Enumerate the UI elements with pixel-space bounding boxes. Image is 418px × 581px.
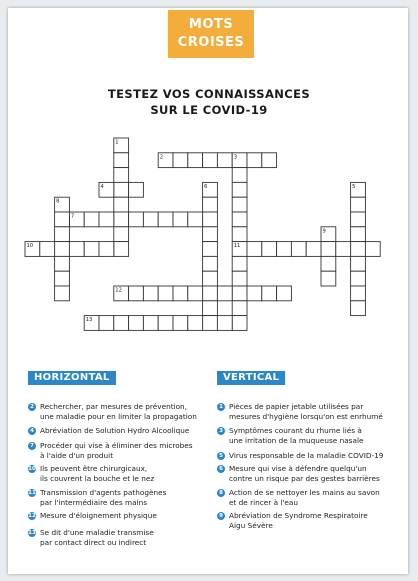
clue-number-badge: 9 [217,512,225,520]
clue-number-label: 13 [85,317,93,324]
clue-text: Mesure d'éloignement physique [40,511,157,520]
clue-number-badge: 4 [28,427,36,435]
clue-number-badge: 11 [28,490,36,496]
grid-cell[interactable] [188,286,203,301]
grid-cell[interactable] [351,227,366,242]
horizontal-heading: HORIZONTAL [28,371,116,385]
grid-cell[interactable] [291,242,306,257]
grid-cell[interactable] [173,212,188,227]
grid-cell[interactable] [217,286,232,301]
grid-cell[interactable] [351,271,366,286]
clue-number-badge: 10 [28,466,36,472]
clue-text: Pièces de papier jetable utilisées par mesures d'hygiène lorsqu'on est enrhumé [229,402,383,421]
grid-cell[interactable] [114,227,129,242]
clue-number-label: 4 [100,183,104,190]
clue-text: Abréviation de Solution Hydro Alcoolique [40,426,190,435]
grid-cell[interactable] [84,212,99,227]
grid-cell[interactable] [247,242,262,257]
clue-text: Virus responsable de la maladie COVID-19 [229,451,384,460]
grid-cell[interactable] [99,242,114,257]
grid-cell[interactable] [188,316,203,331]
grid-cell[interactable] [262,286,277,301]
grid-cell[interactable] [55,242,70,257]
grid-cell[interactable] [262,153,277,168]
clue-number-label: 6 [204,183,208,190]
vertical-heading: VERTICAL [217,371,285,385]
grid-cell[interactable] [173,316,188,331]
grid-cell[interactable] [203,316,218,331]
grid-cell[interactable] [321,242,336,257]
grid-cell[interactable] [232,168,247,183]
grid-cell[interactable] [129,212,144,227]
clue-number-badge: 5 [217,452,225,460]
clue-text: Rechercher, par mesures de prévention, une maladie pour en limiter la propagation [40,402,197,421]
clue-text: Action de se nettoyer les mains au savon et de rincer à l'eau [229,488,380,507]
grid-cell[interactable] [203,256,218,271]
clue-number-badge: 12 [28,513,36,519]
grid-cell[interactable] [40,242,55,257]
grid-cell[interactable] [114,182,129,197]
grid-cell[interactable] [262,242,277,257]
grid-cell[interactable] [351,286,366,301]
grid-cell[interactable] [158,316,173,331]
clue-number-badge: 7 [28,442,36,450]
grid-cell[interactable] [55,256,70,271]
grid-cell[interactable] [203,153,218,168]
grid-cell[interactable] [143,316,158,331]
grid-cell[interactable] [114,212,129,227]
grid-cell[interactable] [277,286,292,301]
grid-cell[interactable] [55,286,70,301]
grid-cell[interactable] [351,197,366,212]
clue-number-badge: 13 [28,530,36,536]
grid-cell[interactable] [217,153,232,168]
grid-cell[interactable] [55,227,70,242]
grid-cell[interactable] [55,271,70,286]
grid-cell[interactable] [143,212,158,227]
grid-cell[interactable] [114,168,129,183]
grid-cell[interactable] [203,286,218,301]
clue-number-label: 5 [352,183,356,190]
clue-number-label: 2 [159,154,164,161]
clue-number-badge: 8 [217,489,225,497]
grid-cell[interactable] [351,212,366,227]
grid-cell[interactable] [114,153,129,168]
page-title-line-2: SUR LE COVID-19 [150,103,268,117]
grid-cell[interactable] [158,212,173,227]
clue-number-label: 1 [115,139,119,146]
grid-cell[interactable] [306,242,321,257]
clue-text: Transmission d'agents pathogènes par l'intermédiaire des mains [40,488,167,507]
grid-cell[interactable] [321,271,336,286]
grid-cell[interactable] [173,286,188,301]
clue-number-badge: 1 [217,403,225,411]
grid-cell[interactable] [351,301,366,316]
grid-cell[interactable] [277,242,292,257]
grid-cell[interactable] [232,271,247,286]
grid-cell[interactable] [55,212,70,227]
grid-cell[interactable] [203,197,218,212]
grid-cell[interactable] [351,256,366,271]
grid-cell[interactable] [203,271,218,286]
grid-cell[interactable] [129,286,144,301]
grid-cell[interactable] [188,212,203,227]
grid-cell[interactable] [99,212,114,227]
grid-cell[interactable] [129,316,144,331]
grid-cell[interactable] [232,227,247,242]
grid-cell[interactable] [203,242,218,257]
grid-cell[interactable] [173,153,188,168]
clue-number-badge: 2 [28,403,36,411]
grid-cell[interactable] [114,197,129,212]
grid-cell[interactable] [351,242,366,257]
grid-cell[interactable] [232,286,247,301]
grid-cell[interactable] [114,316,129,331]
clue-text: Mesure qui vise à défendre quelqu'un contre un risque par des gestes barrières [229,464,380,483]
clue-number-label: 11 [233,243,241,250]
grid-cell[interactable] [129,182,144,197]
grid-cell[interactable] [143,286,158,301]
grid-cell[interactable] [158,286,173,301]
grid-cell[interactable] [217,316,232,331]
grid-cell[interactable] [84,242,99,257]
grid-cell[interactable] [203,212,218,227]
clue-number-label: 9 [322,228,326,235]
grid-cell[interactable] [232,212,247,227]
clue-number-label: 7 [70,213,75,220]
page-title-line-1: TESTEZ VOS CONNAISSANCES [107,87,311,101]
clue-number-label: 8 [56,198,60,205]
clue-number-badge: 3 [217,427,225,435]
grid-cell[interactable] [232,301,247,316]
badge-line-2: CROISES [177,35,245,50]
grid-cell[interactable] [232,256,247,271]
grid-cell[interactable] [232,182,247,197]
clue-number-badge: 6 [217,465,225,473]
grid-cell[interactable] [247,153,262,168]
grid-cell[interactable] [321,256,336,271]
clue-text: Abréviation de Syndrome Respiratoire Aigu Sévère [229,511,368,530]
clue-number-label: 12 [115,287,122,294]
grid-cell[interactable] [114,242,129,257]
grid-cell[interactable] [203,301,218,316]
clue-number-label: 3 [233,154,238,161]
grid-cell[interactable] [336,242,351,257]
clue-text: Procéder qui vise à éliminer des microbes à l'aide d'un produit [40,441,193,460]
clue-text: Se dit d'une maladie transmise par contact direct ou indirect [40,528,154,547]
grid-cell[interactable] [365,242,380,257]
grid-cell[interactable] [69,242,84,257]
grid-cell[interactable] [232,197,247,212]
grid-cell[interactable] [99,316,114,331]
clue-number-label: 10 [26,243,34,250]
badge-line-1: MOTS [188,17,234,32]
grid-cell[interactable] [247,286,262,301]
grid-cell[interactable] [203,227,218,242]
clue-text: Ils peuvent être chirurgicaux, ils couvrent la bouche et le nez [40,464,155,483]
clue-text: Symptômes courant du rhume liés à une irritation de la muqueuse nasale [229,426,364,445]
grid-cell[interactable] [232,316,247,331]
grid-cell[interactable] [188,153,203,168]
